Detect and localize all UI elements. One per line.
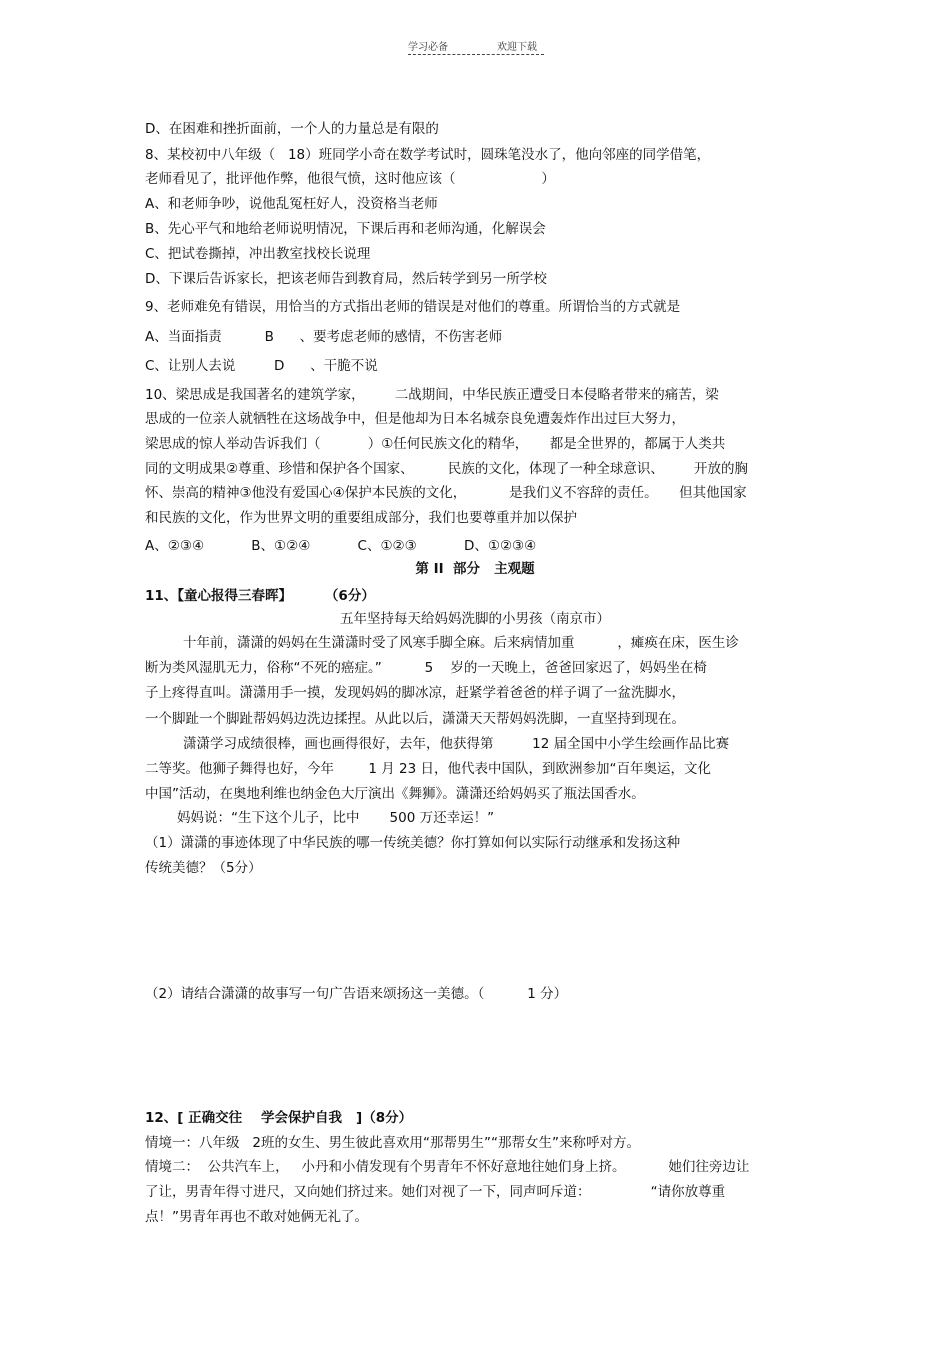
text-line: 一个脚趾一个脚趾帮妈妈边洗边揉捏。从此以后，潇潇天天帮妈妈洗脚，一直坚持到现在。 xyxy=(145,711,685,727)
text-line: 思成的一位亲人就牺牲在这场战争中，但是他却为日本名城奈良免遭轰炸作出过巨大努力， xyxy=(145,411,685,427)
header-divider xyxy=(408,54,544,55)
text-line: D、在困难和挫折面前，一个人的力量总是有限的 xyxy=(145,121,439,137)
text-line: 11、【童心报得三春晖】 （6分） xyxy=(145,588,375,604)
text-line: A、②③④ B、①②④ C、①②③ D、①②③④ xyxy=(145,538,537,554)
text-line: C、让别人去说 D 、干脆不说 xyxy=(145,358,378,374)
text-line: 断为类风湿肌无力，俗称“不死的癌症。” 5 岁的一天晚上，爸爸回家迟了，妈妈坐在椅 xyxy=(145,660,707,676)
text-line: 情境一：八年级 2班的女生、男生彼此喜欢用“那帮男生”“那帮女生”来称呼对方。 xyxy=(145,1135,640,1151)
text-line: 中国”活动，在奥地利维也纳金色大厅演出《舞狮》。潇潇还给妈妈买了瓶法国香水。 xyxy=(145,786,645,802)
story-title: 五年坚持每天给妈妈洗脚的小男孩（南京市） xyxy=(340,611,610,627)
text-line: （1）潇潇的事迹体现了中华民族的哪一传统美德？你打算如何以实际行动继承和发扬这种 xyxy=(145,835,681,851)
text-line: 9、老师难免有错误，用恰当的方式指出老师的错误是对他们的尊重。所谓恰当的方式就是 xyxy=(145,299,681,315)
text-line: 怀、崇高的精神③他没有爱国心④保护本民族的文化， 是我们义不容辞的责任。 但其他国家 xyxy=(145,485,747,501)
text-line: （2）请结合潇潇的故事写一句广告语来颂扬这一美德。（ 1 分） xyxy=(145,986,568,1002)
text-line: 12、[ 正确交往 学会保护自我 ]（8分） xyxy=(145,1110,413,1126)
section-title: 第 II 部分 主观题 xyxy=(415,561,535,577)
text-line: 10、梁思成是我国著名的建筑学家， 二战期间，中华民族正遭受日本侵略者带来的痛苦，梁 xyxy=(145,387,719,403)
text-line: B、先心平气和地给老师说明情况，下课后再和老师沟通，化解误会 xyxy=(145,221,546,237)
text-line: 梁思成的惊人举动告诉我们（ ）①任何民族文化的精华， 都是全世界的，都属于人类共 xyxy=(145,436,726,452)
text-line: D、下课后告诉家长，把该老师告到教育局，然后转学到另一所学校 xyxy=(145,271,547,287)
text-line: 点！”男青年再也不敢对她俩无礼了。 xyxy=(145,1209,368,1225)
text-line: 潇潇学习成绩很棒，画也画得很好，去年，他获得第 12 届全国中小学生绘画作品比赛 xyxy=(183,736,730,752)
text-line: 老师看见了，批评他作弊，他很气愤，这时他应该（ ） xyxy=(145,171,555,187)
text-line: 了让，男青年得寸进尺，又向她们挤过来。她们对视了一下，同声呵斥道： “请你放尊重 xyxy=(145,1184,726,1200)
header-left: 学习必备 xyxy=(408,42,448,53)
text-line: 十年前，潇潇的妈妈在生潇潇时受了风寒手脚全麻。后来病情加重 ，瘫痪在床，医生诊 xyxy=(183,635,739,651)
text-line: C、把试卷撕掉，冲出教室找校长说理 xyxy=(145,246,371,262)
text-line: 同的文明成果②尊重、珍惜和保护各个国家、 民族的文化，体现了一种全球意识、 开放的胸 xyxy=(145,461,748,477)
text-line: A、当面指责 B 、要考虑老师的感情，不伤害老师 xyxy=(145,329,503,345)
header-right: 欢迎下载 xyxy=(497,42,537,53)
text-line: 子上疼得直叫。潇潇用手一摸，发现妈妈的脚冰凉，赶紧学着爸爸的样子调了一盆洗脚水， xyxy=(145,685,685,701)
text-line: 和民族的文化，作为世界文明的重要组成部分，我们也要尊重并加以保护 xyxy=(145,510,577,526)
text-line: 情境二： 公共汽车上， 小丹和小倩发现有个男青年不怀好意地往她们身上挤。 她们往旁边让 xyxy=(145,1159,750,1175)
page-header xyxy=(0,38,950,60)
text-line: A、和老师争吵，说他乱冤枉好人，没资格当老师 xyxy=(145,196,438,212)
text-line: 二等奖。他狮子舞得也好，今年 1 月 23 日，他代表中国队，到欧洲参加“百年奥运，文化 xyxy=(145,761,711,777)
text-line: 传统美德？（5分） xyxy=(145,860,262,876)
text-line: 妈妈说：“生下这个儿子，比中 500 万还幸运！” xyxy=(177,810,495,826)
text-line: 8、某校初中八年级（ 18）班同学小奇在数学考试时，圆珠笔没水了，他向邻座的同学借笔， xyxy=(145,147,711,163)
